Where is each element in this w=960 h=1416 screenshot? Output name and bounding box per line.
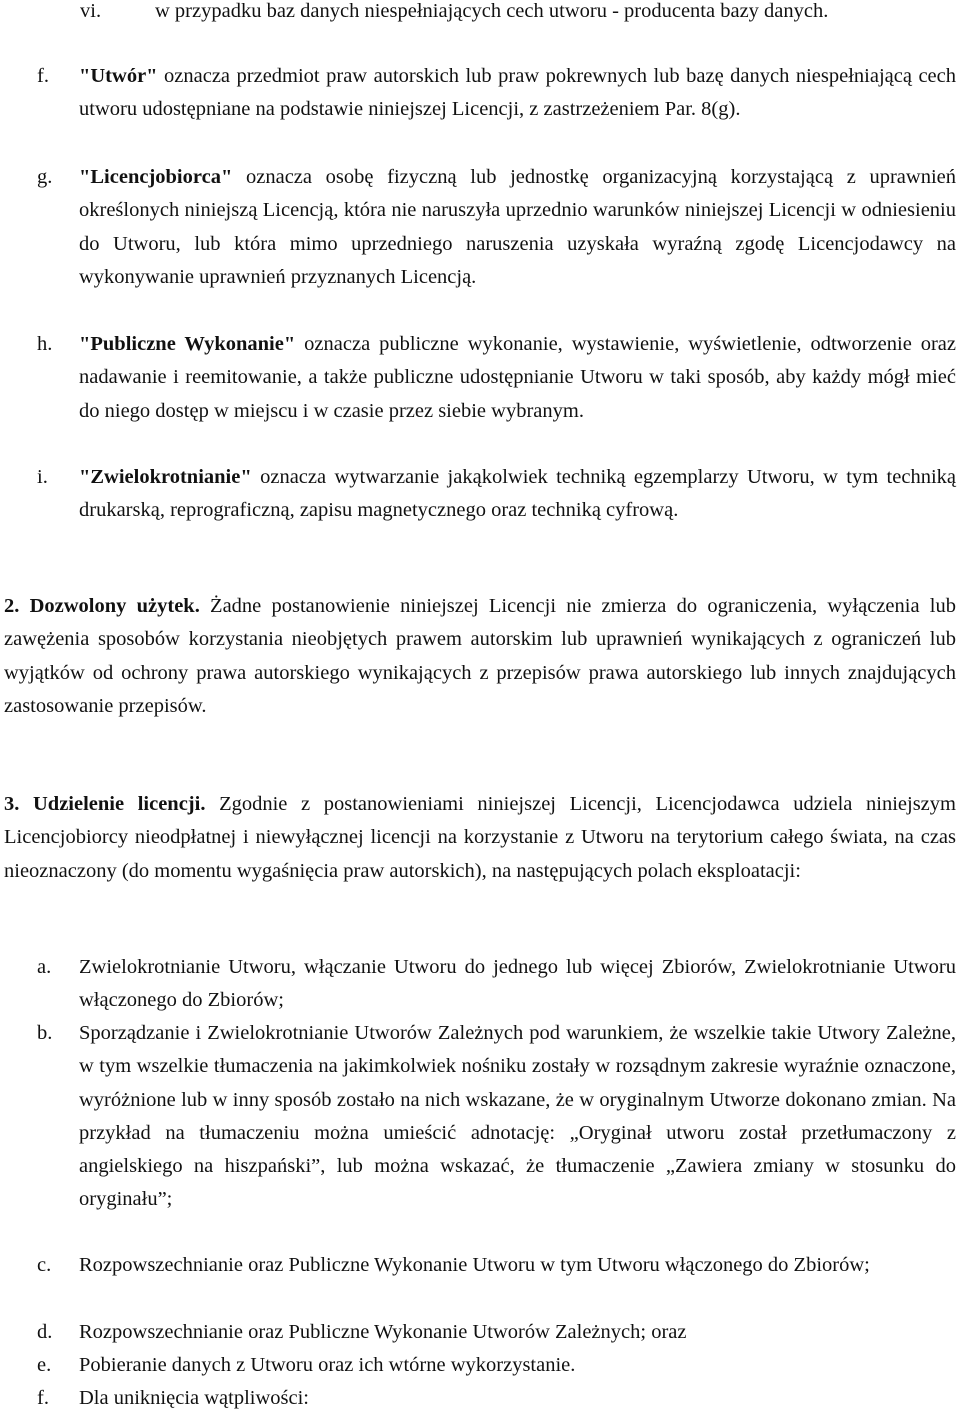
section-permitted-use xyxy=(4,590,956,723)
item-marker: f. xyxy=(37,1387,49,1409)
item-marker: b. xyxy=(37,1022,53,1044)
item-marker: f. xyxy=(37,65,49,87)
definition-term: "Publiczne Wykonanie" xyxy=(79,333,296,355)
section-text: Żadne postanowienie niniejszej Licencji nie zmierza do ograniczenia, wyłączenia lub zawężenia sposobów korzystania nieobjętych prawem autorskim lub uprawnień wynikających z ograniczeń lub wyjątków od ochrony prawa autorskiego wynikających z przepisów prawa autorskiego lub innych znajdujących zastosowanie przepisów. xyxy=(4,595,956,717)
definition-item-h xyxy=(37,328,956,428)
definition-term: "Zwielokrotnianie" xyxy=(79,466,252,488)
item-marker: g. xyxy=(37,166,53,188)
definition-text: oznacza wytwarzanie jakąkolwiek techniką egzemplarzy Utworu, w tym techniką drukarską, reprograficzną, zapisu magnetycznego oraz techniką cyfrową. xyxy=(79,466,956,522)
item-marker: c. xyxy=(37,1254,52,1276)
definition-item-vi xyxy=(80,0,956,28)
definition-term: "Licencjobiorca" xyxy=(79,166,233,188)
field-text: Zwielokrotnianie Utworu, włączanie Utworu do jednego lub więcej Zbiorów, Zwielokrotnianie Utworu włączonego do Zbiorów; xyxy=(79,956,956,1012)
field-item-b xyxy=(37,1017,956,1217)
field-text: Sporządzanie i Zwielokrotnianie Utworów Zależnych pod warunkiem, że wszelkie takie Utwory Zależne, w tym wszelkie tłumaczenia na jakimkolwiek nośniku zostały w rozsądnym zakresie wyraźnie oznaczone, wyróżnione lub w inny sposób zostało na nich wskazane, że w oryginalnym Utworze dokonano zmian. Na przykład na tłumaczeniu można umieścić adnotację: „Oryginał utworu został przetłumaczony z angielskiego na hiszpański”, lub można wskazać, że tłumaczenie „Zawiera zmiany w stosunku do oryginału”; xyxy=(79,1022,956,1211)
item-marker: vi. xyxy=(80,0,102,22)
definition-item-f xyxy=(37,60,956,127)
definition-text: w przypadku baz danych niespełniających cech utworu - producenta bazy danych. xyxy=(155,0,829,22)
definition-item-g xyxy=(37,161,956,294)
field-text: Rozpowszechnianie oraz Publiczne Wykonanie Utworu w tym Utworu włączonego do Zbiorów; xyxy=(79,1254,870,1276)
item-marker: h. xyxy=(37,333,53,355)
field-item-f xyxy=(37,1382,956,1415)
field-text: Dla uniknięcia wątpliwości: xyxy=(79,1387,309,1409)
section-license-grant xyxy=(4,788,956,888)
definition-text: oznacza osobę fizyczną lub jednostkę organizacyjną korzystającą z uprawnień określonych niniejszą Licencją, która nie naruszyła uprzednio warunków niniejszej Licencji w odniesieniu do Utworu, lub która mimo uprzedniego naruszenia uzyskała wyraźną zgodę Licencjodawcy na wykonywanie uprawnień przyznanych Licencją. xyxy=(79,166,956,288)
definition-item-i xyxy=(37,461,956,528)
definition-text: oznacza przedmiot praw autorskich lub praw pokrewnych lub bazę danych niespełniającą cech utworu udostępniane na podstawie niniejszej Licencji, z zastrzeżeniem Par. 8(g). xyxy=(79,65,956,121)
field-item-a xyxy=(37,951,956,1018)
field-item-d xyxy=(37,1316,956,1349)
field-item-e xyxy=(37,1349,956,1382)
definition-text: oznacza publiczne wykonanie, wystawienie, wyświetlenie, odtworzenie oraz nadawanie i reemitowanie, a także publiczne udostępnianie Utworu w taki sposób, aby każdy mógł mieć do niego dostęp w miejscu i w czasie przez siebie wybranym. xyxy=(79,333,957,422)
field-item-c xyxy=(37,1249,956,1282)
section-text: Zgodnie z postanowieniami niniejszej Licencji, Licencjodawca udziela niniejszym Licencjobiorcy nieodpłatnej i niewyłącznej licencji na korzystanie z Utworu na terytorium całego świata, na czas nieoznaczony (do momentu wygaśnięcia praw autorskich), na następujących polach eksploatacji: xyxy=(4,793,956,882)
item-marker: e. xyxy=(37,1354,52,1376)
section-heading: 2. Dozwolony użytek. xyxy=(4,595,200,617)
item-marker: a. xyxy=(37,956,52,978)
definition-term: "Utwór" xyxy=(79,65,158,87)
field-text: Pobieranie danych z Utworu oraz ich wtórne wykorzystanie. xyxy=(79,1354,576,1376)
item-marker: d. xyxy=(37,1321,53,1343)
item-marker: i. xyxy=(37,466,48,488)
field-text: Rozpowszechnianie oraz Publiczne Wykonanie Utworów Zależnych; oraz xyxy=(79,1321,687,1343)
section-heading: 3. Udzielenie licencji. xyxy=(4,793,206,815)
